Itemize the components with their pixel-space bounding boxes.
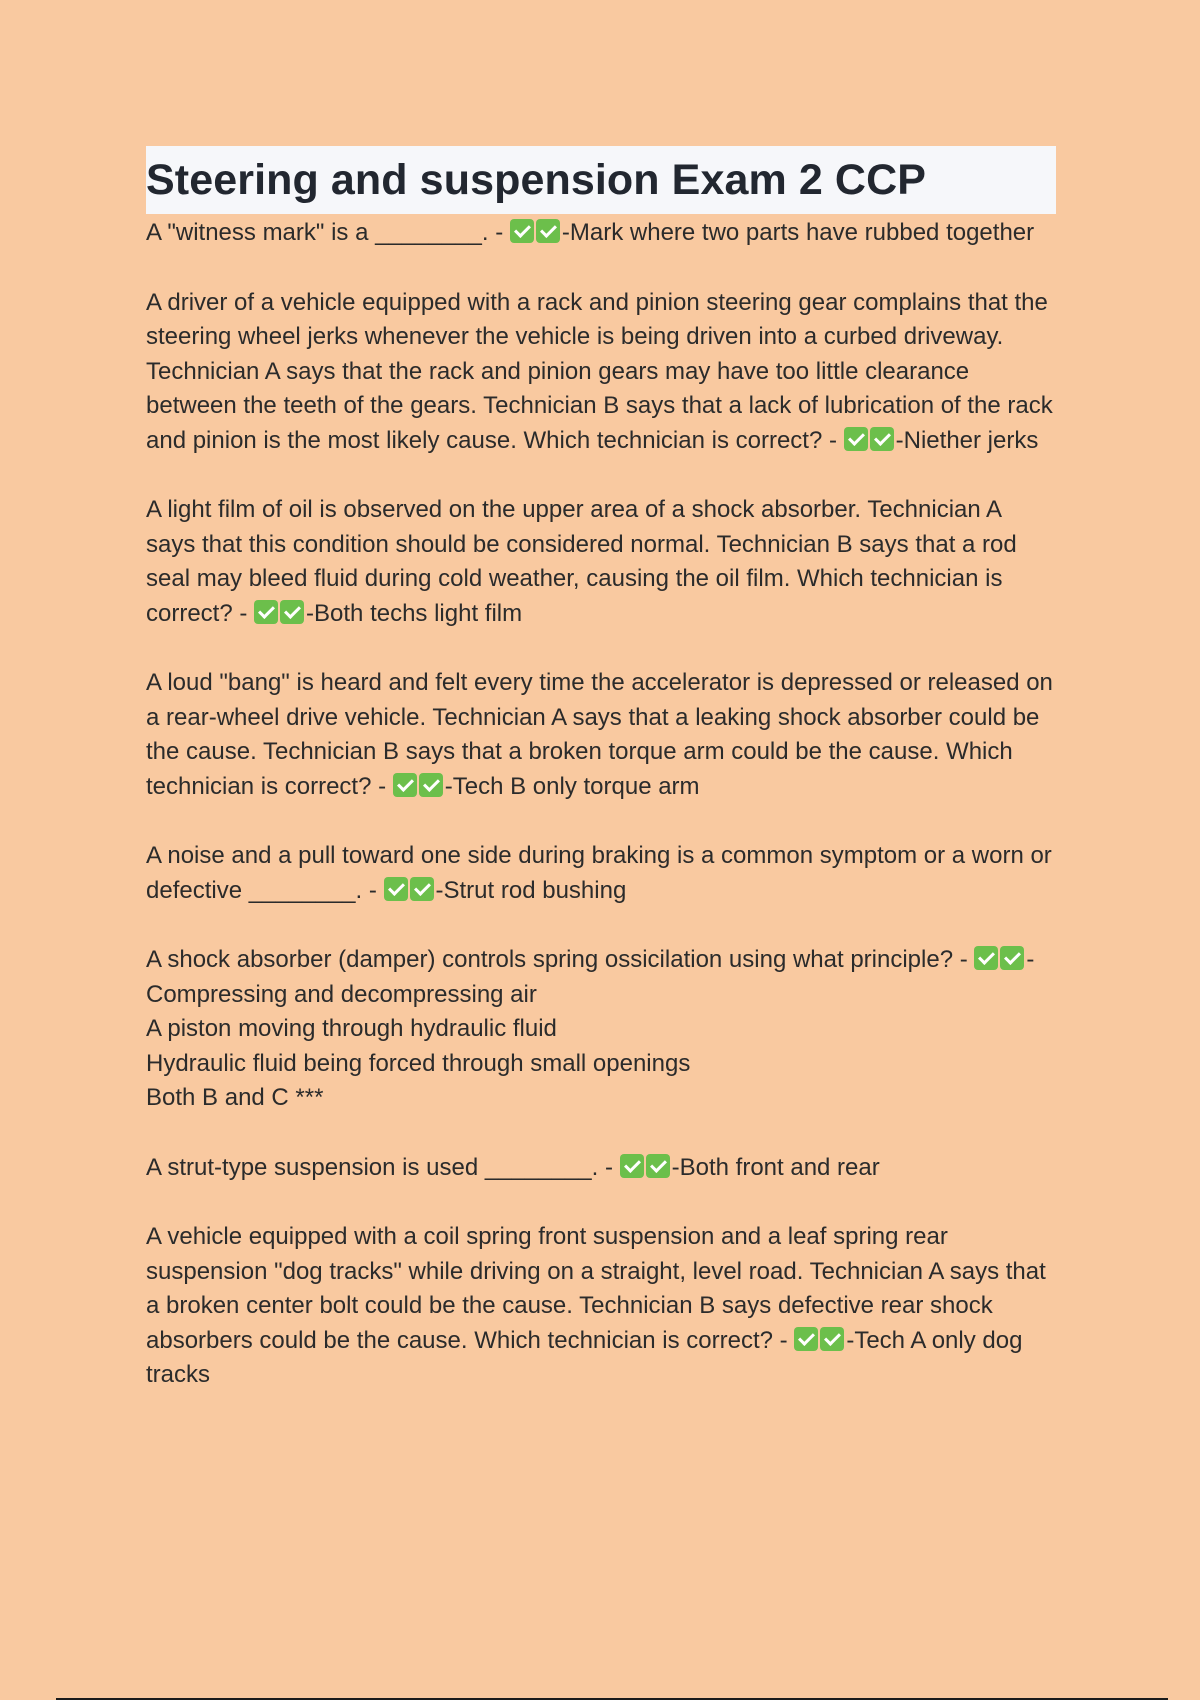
check-mark-icon: [254, 600, 278, 624]
answer-option-line: Both B and C ***: [146, 1084, 324, 1111]
answer-text: -Both front and rear: [671, 1153, 880, 1181]
qa-item: [146, 493, 1056, 631]
answer-option-line: Hydraulic fluid being forced through small openings: [146, 1049, 691, 1077]
check-mark-icon: [1000, 946, 1024, 970]
check-mark-icon: [419, 773, 443, 797]
document-page: [146, 146, 1056, 1428]
check-mark-icon: [974, 946, 998, 970]
qa-item: [146, 286, 1056, 459]
answer-text: -Compressing and decompressing air: [146, 946, 1035, 1008]
question-text: A shock absorber (damper) controls spring ossicilation using what principle? -: [146, 946, 975, 973]
qa-item: [146, 1151, 1056, 1186]
qa-list: [146, 216, 1056, 1393]
check-mark-icon: [510, 219, 534, 243]
check-mark-icon: [646, 1154, 670, 1178]
check-mark-icon: [384, 877, 408, 901]
question-text: A vehicle equipped with a coil spring front suspension and a leaf spring rear suspension "dog tracks" while driving on a straight, level road. Technician A says that a broken center bolt could be the cause. Technician B says defective rear shock absorbers could be the cause. Which technician is correct? -: [146, 1223, 1046, 1354]
question-text: A "witness mark" is a ________. -: [146, 219, 510, 246]
title-bar: [146, 146, 1056, 214]
check-mark-icon: [393, 773, 417, 797]
answer-text: -Tech A only dog tracks: [146, 1326, 1023, 1388]
question-text: A loud "bang" is heard and felt every time the accelerator is depressed or released on a rear-wheel drive vehicle. Technician A says that a leaking shock absorber could be the cause. Technician B says that a broken torque arm could be the cause. Which technician is correct? -: [146, 669, 1053, 800]
page-title: Steering and suspension Exam 2 CCP: [146, 155, 927, 204]
answer-text: -Tech B only torque arm: [444, 772, 700, 800]
answer-text: -Strut rod bushing: [435, 876, 627, 904]
qa-item: [146, 839, 1056, 908]
qa-item: [146, 1220, 1056, 1393]
answer-option-line: A piston moving through hydraulic fluid: [146, 1015, 557, 1042]
check-mark-icon: [410, 877, 434, 901]
qa-item: [146, 216, 1056, 251]
check-mark-icon: [844, 427, 868, 451]
question-text: A strut-type suspension is used ________. -: [146, 1153, 620, 1181]
question-text: A light film of oil is observed on the upper area of a shock absorber. Technician A says that this condition should be considered normal. Technician B says that a rod seal may bleed fluid during cold weather, causing the oil film. Which technician is correct? -: [146, 496, 1017, 627]
check-mark-icon: [620, 1154, 644, 1178]
question-text: A driver of a vehicle equipped with a rack and pinion steering gear complains that the steering wheel jerks whenever the vehicle is being driven into a curbed driveway. Technician A says that the rack and pinion gears may have too little clearance between the teeth of the gears. Technician B says that a lack of lubrication of the rack and pinion is the most likely cause. Which technician is correct? -: [146, 288, 1053, 454]
qa-item: [146, 943, 1056, 1116]
check-mark-icon: [820, 1327, 844, 1351]
check-mark-icon: [536, 219, 560, 243]
answer-text: -Mark where two parts have rubbed together: [561, 219, 1035, 246]
answer-text: -Both techs light film: [306, 599, 523, 627]
answer-text: -Niether jerks: [895, 426, 1039, 454]
check-mark-icon: [280, 600, 304, 624]
question-text: A noise and a pull toward one side during braking is a common symptom or a worn or defective ________. -: [146, 842, 1052, 904]
check-mark-icon: [794, 1327, 818, 1351]
check-mark-icon: [870, 427, 894, 451]
qa-item: [146, 666, 1056, 804]
